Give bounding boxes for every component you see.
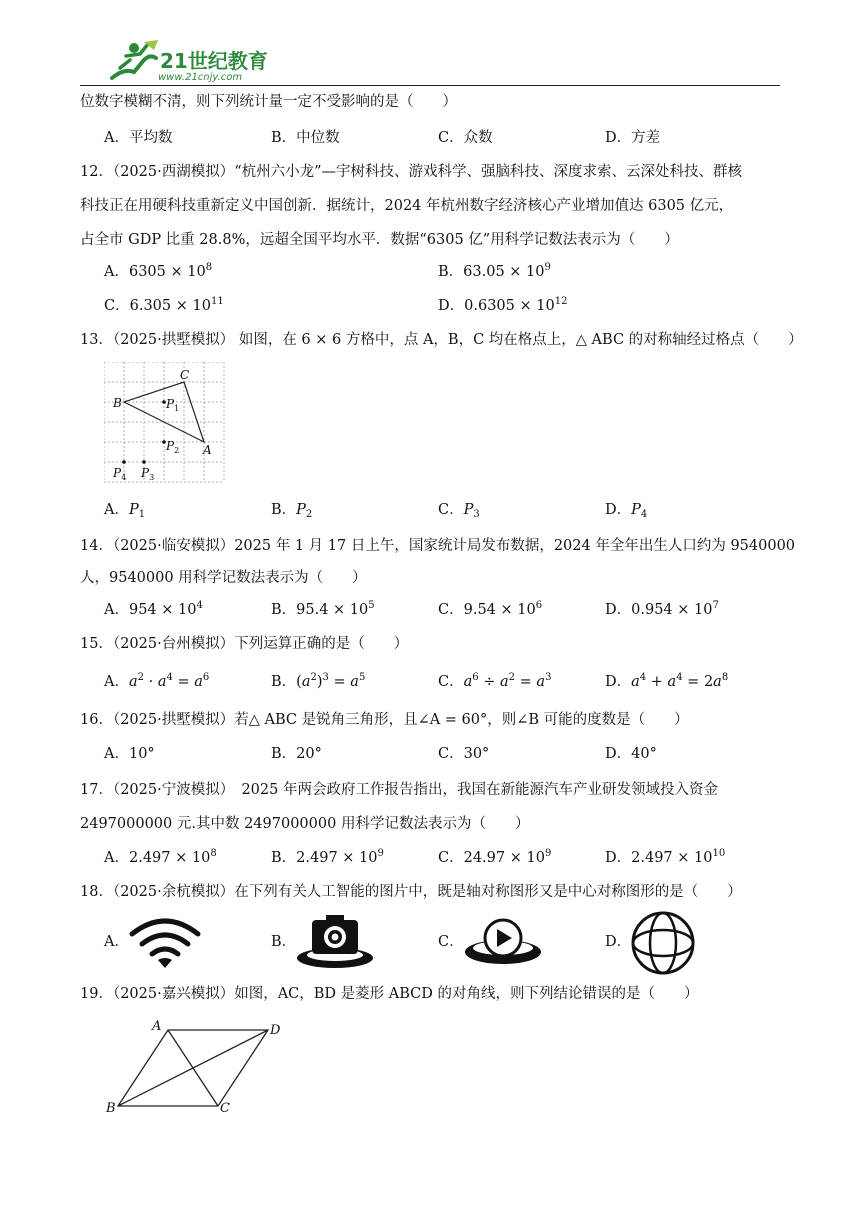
q14-option-b: B．$95.4 \times 10^5$ <box>271 600 375 618</box>
q15-option-a: A．$a^2 \cdot a^4 = a^6$ <box>104 672 210 690</box>
q15-option-d: D．$a^4 + a^4 = 2a^8$ <box>605 672 729 690</box>
q19-line1: 19．（2025·嘉兴模拟）如图，AC，BD 是菱形 ABCD 的对角线，则下列结论错误的是（ ） <box>80 986 699 1002</box>
q17-option-a: A．$2.497 \times 10^8$ <box>104 848 217 866</box>
q17-line1: 17．（2025·宁波模拟） 2025 年两会政府工作报告指出，我国在新能源汽车产业研发领域投入资金 <box>80 782 718 798</box>
q18-option-d-label: D． <box>605 934 632 950</box>
q15-line1: 15．（2025·台州模拟）下列运算正确的是（ ） <box>80 636 409 652</box>
q16-option-d: D．40° <box>605 746 657 762</box>
diagonal-bd <box>118 1030 268 1106</box>
q17-option-c: C．$24.97 \times 10^9$ <box>438 848 552 866</box>
q16-option-a: A．10° <box>104 746 155 762</box>
label-a: A <box>152 1019 162 1034</box>
q16-option-c: C．30° <box>438 746 490 762</box>
q13-option-b: B．$P_2$ <box>271 502 313 520</box>
q11-option-a: A．平均数 <box>104 130 173 146</box>
q18-option-b-label: B． <box>271 934 297 950</box>
q13-grid-figure <box>104 362 228 488</box>
q12-line3: 占全市 GDP 比重 28.8%，远超全国平均水平．数据“6305 亿”用科学记数法表示为（ ） <box>80 232 679 248</box>
wifi-icon <box>128 914 202 970</box>
q13-option-d: D．$P_4$ <box>605 502 648 520</box>
label-c: C <box>180 368 190 382</box>
q11-option-c: C．众数 <box>438 130 493 146</box>
play-button-icon <box>462 914 544 970</box>
logo-main-text: 21世纪教育 <box>160 49 268 73</box>
q13-line1: 13．（2025·拱墅模拟） 如图，在 6 × 6 方格中，点 A，B，C 均在格点上，△ ABC 的对称轴经过格点（ ） <box>80 332 803 348</box>
site-logo <box>104 38 274 84</box>
q13-option-a: A．$P_1$ <box>104 502 146 520</box>
globe-icon <box>630 910 696 976</box>
q18-line1: 18．（2025·余杭模拟）在下列有关人工智能的图片中，既是轴对称图形又是中心对称图形的是（ ） <box>80 884 742 900</box>
q12-option-b: B．$63.05 \times 10^9$ <box>438 262 551 280</box>
q11-option-d: D．方差 <box>605 130 661 146</box>
q17-option-b: B．$2.497 \times 10^9$ <box>271 848 384 866</box>
q11-stem: 位数字模糊不清，则下列统计量一定不受影响的是（ ） <box>80 94 457 110</box>
q12-line2: 科技正在用硬科技重新定义中国创新．据统计，2024 年杭州数字经济核心产业增加值达 6305 亿元， <box>80 198 734 214</box>
label-p3: $P_3$ <box>141 466 155 482</box>
label-p2: $P_2$ <box>166 439 180 455</box>
q17-option-d: D．$2.497 \times 10^{10}$ <box>605 848 726 866</box>
q12-line1: 12．（2025·西湖模拟）“杭州六小龙”—宇树科技、游戏科学、强脑科技、深度求索、云深处科技、群核 <box>80 164 743 180</box>
q12-option-d: D．$0.6305 \times 10^{12}$ <box>438 296 568 314</box>
header-rule <box>80 85 780 86</box>
q16-option-b: B．20° <box>271 746 322 762</box>
q16-line1: 16．（2025·拱墅模拟）若△ ABC 是锐角三角形，且∠A = 60°，则∠B 可能的度数是（ ） <box>80 712 689 728</box>
q11-option-b: B．中位数 <box>271 130 340 146</box>
label-c: C <box>220 1101 230 1116</box>
q17-line2: 2497000000 元.其中数 2497000000 用科学记数法表示为（ ） <box>80 816 530 832</box>
q15-option-c: C．$a^6 \div a^2 = a^3$ <box>438 672 552 690</box>
label-b: B <box>113 396 122 410</box>
logo-sub-text: www.21cnjy.com <box>158 72 243 83</box>
label-d: D <box>270 1023 281 1038</box>
q12-option-a: A．$6305 \times 10^8$ <box>104 262 213 280</box>
q14-option-d: D．$0.954 \times 10^7$ <box>605 600 719 618</box>
q14-line1: 14．（2025·临安模拟）2025 年 1 月 17 日上午，国家统计局发布数据，2024 年全年出生人口约为 9540000 <box>80 538 796 554</box>
q12-option-c: C．$6.305 \times 10^{11}$ <box>104 296 224 314</box>
label-a: A <box>203 443 212 457</box>
q18-option-a-label: A． <box>104 934 129 950</box>
label-p1: $P_1$ <box>166 397 180 413</box>
q14-line2: 人，9540000 用科学记数法表示为（ ） <box>80 570 367 586</box>
label-p4: $P_4$ <box>113 466 127 482</box>
runner-icon <box>112 40 158 78</box>
q14-option-c: C．$9.54 \times 10^6$ <box>438 600 543 618</box>
q19-rhombus-figure <box>104 1016 290 1120</box>
q14-option-a: A．$954 \times 10^4$ <box>104 600 203 618</box>
camera-icon <box>294 912 376 972</box>
q15-option-b: B．$(a^2)^3 = a^5$ <box>271 672 366 690</box>
q13-option-c: C．$P_3$ <box>438 502 480 520</box>
label-b: B <box>106 1101 116 1116</box>
q18-option-c-label: C． <box>438 934 464 950</box>
